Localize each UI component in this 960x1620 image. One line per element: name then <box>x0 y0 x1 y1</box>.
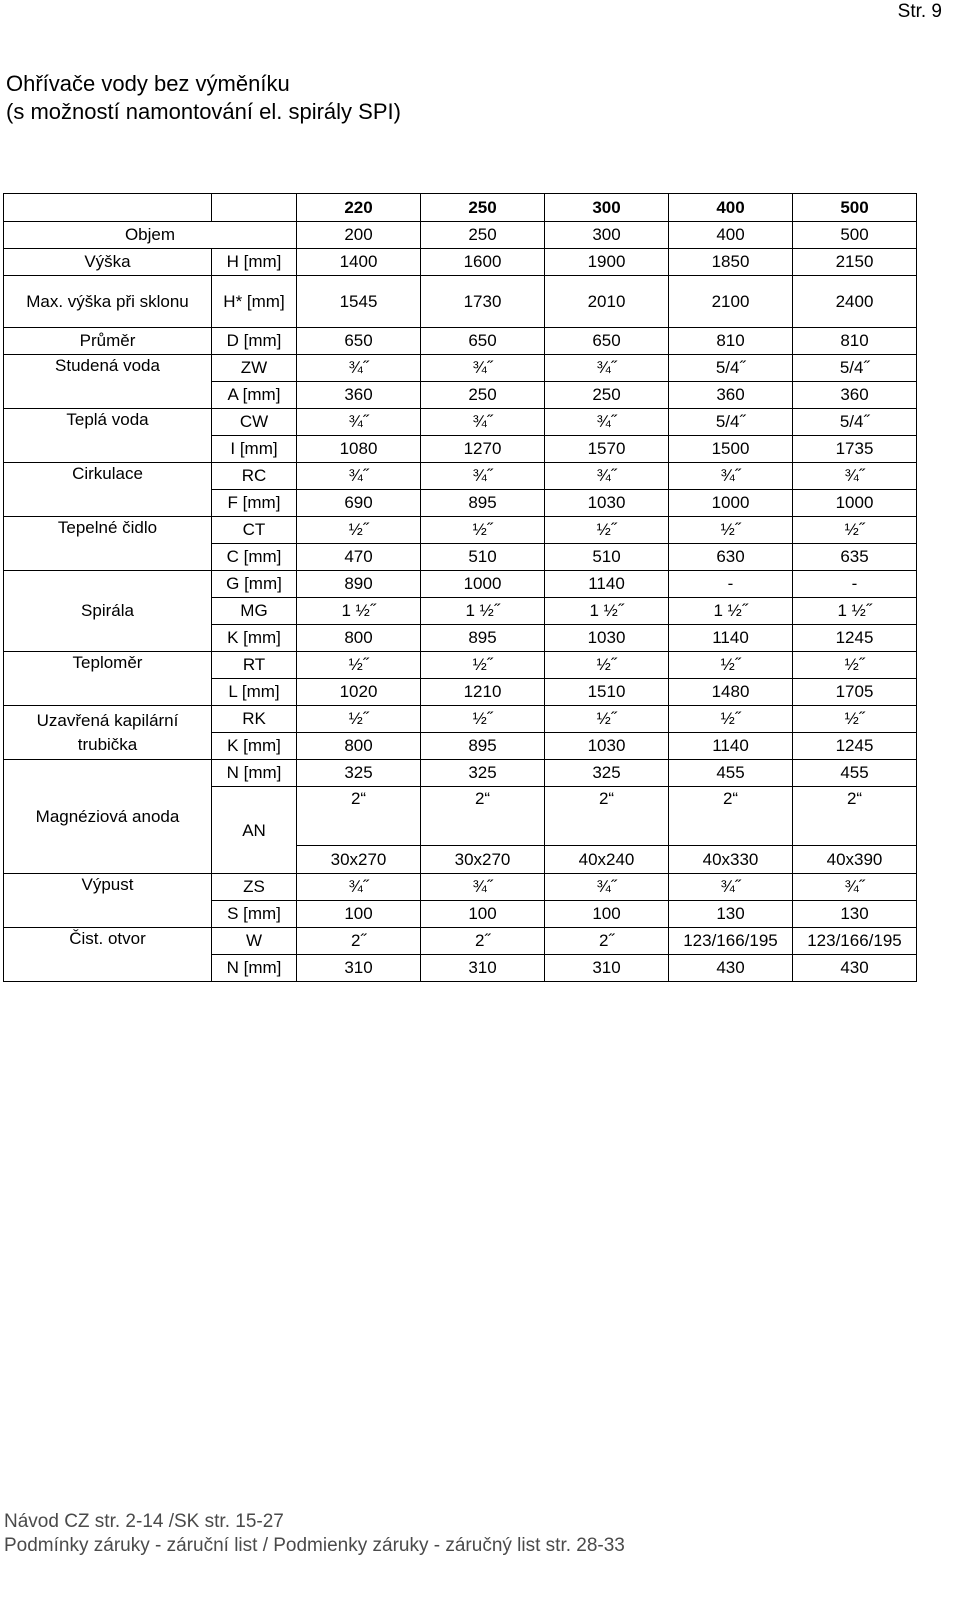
table-cell: 895 <box>421 625 545 652</box>
header-empty-cell <box>4 194 212 222</box>
table-cell: 325 <box>545 760 669 787</box>
table-cell: 1545 <box>297 276 421 328</box>
table-row-kapilara-rk <box>4 706 917 733</box>
table-cell: ¾˝ <box>421 463 545 490</box>
table-cell: 5/4˝ <box>793 355 917 382</box>
table-cell: 5/4˝ <box>669 409 793 436</box>
row-label: Teploměr <box>4 652 212 706</box>
table-cell: 1705 <box>793 679 917 706</box>
table-cell: 650 <box>545 328 669 355</box>
table-cell: ¾˝ <box>669 874 793 901</box>
unit-cell: AN <box>212 787 297 874</box>
row-label: Průměr <box>4 328 212 355</box>
table-cell: 325 <box>421 760 545 787</box>
table-cell: 100 <box>297 901 421 928</box>
table-cell: 30x270 <box>297 846 421 874</box>
table-cell: 1500 <box>669 436 793 463</box>
unit-cell: F [mm] <box>212 490 297 517</box>
header-cell: 220 <box>297 194 421 222</box>
header-empty-cell <box>212 194 297 222</box>
table-cell: ½˝ <box>669 517 793 544</box>
table-cell: 1600 <box>421 249 545 276</box>
table-cell: ½˝ <box>545 706 669 733</box>
table-row-objem <box>4 222 917 249</box>
table-cell: ¾˝ <box>545 409 669 436</box>
table-cell: 1 ½˝ <box>669 598 793 625</box>
table-cell: 510 <box>421 544 545 571</box>
table-cell: 1270 <box>421 436 545 463</box>
table-cell: 1245 <box>793 625 917 652</box>
table-cell: ¾˝ <box>545 874 669 901</box>
table-cell: 30x270 <box>421 846 545 874</box>
table-cell: 1 ½˝ <box>545 598 669 625</box>
table-row-prumer <box>4 328 917 355</box>
row-label: Objem <box>4 222 297 249</box>
table-cell: ¾˝ <box>793 463 917 490</box>
unit-cell: C [mm] <box>212 544 297 571</box>
table-cell: ¾˝ <box>545 355 669 382</box>
table-cell: 650 <box>297 328 421 355</box>
table-cell: ¾˝ <box>421 874 545 901</box>
table-cell: ½˝ <box>793 706 917 733</box>
table-row-cidlo-ct <box>4 517 917 544</box>
table-cell: ¾˝ <box>297 874 421 901</box>
table-cell: 1080 <box>297 436 421 463</box>
table-cell: 2100 <box>669 276 793 328</box>
unit-cell: G [mm] <box>212 571 297 598</box>
unit-cell: A [mm] <box>212 382 297 409</box>
table-cell: 2˝ <box>545 928 669 955</box>
table-cell: 510 <box>545 544 669 571</box>
unit-cell: RT <box>212 652 297 679</box>
table-cell: 360 <box>669 382 793 409</box>
unit-cell: N [mm] <box>212 955 297 982</box>
table-cell: ¾˝ <box>793 874 917 901</box>
title-line-1: Ohřívače vody bez výměníku <box>6 71 290 96</box>
table-cell: ½˝ <box>545 652 669 679</box>
table-cell: 2“ <box>793 787 917 846</box>
table-cell: 100 <box>545 901 669 928</box>
unit-cell: H [mm] <box>212 249 297 276</box>
table-cell: 1570 <box>545 436 669 463</box>
table-cell: 455 <box>793 760 917 787</box>
unit-cell: I [mm] <box>212 436 297 463</box>
table-cell: 40x390 <box>793 846 917 874</box>
title-line-2: (s možností namontování el. spirály SPI) <box>6 99 401 124</box>
table-cell: ¾˝ <box>669 463 793 490</box>
table-cell: ½˝ <box>669 652 793 679</box>
table-cell: ¾˝ <box>421 355 545 382</box>
table-cell: 130 <box>669 901 793 928</box>
table-cell: 1000 <box>669 490 793 517</box>
table-cell: 400 <box>669 222 793 249</box>
table-cell: 325 <box>297 760 421 787</box>
unit-cell: MG <box>212 598 297 625</box>
table-cell: ¾˝ <box>297 463 421 490</box>
row-label: Magnéziová anoda <box>4 760 212 874</box>
table-cell: 1850 <box>669 249 793 276</box>
table-cell: 100 <box>421 901 545 928</box>
table-row-max-vyska <box>4 276 917 328</box>
table-cell: 130 <box>793 901 917 928</box>
table-cell: 895 <box>421 733 545 760</box>
table-cell: ½˝ <box>297 517 421 544</box>
table-cell: 123/166/195 <box>669 928 793 955</box>
table-cell: 360 <box>297 382 421 409</box>
row-label: Teplá voda <box>4 409 212 463</box>
row-label: Studená voda <box>4 355 212 409</box>
row-label: Spirála <box>4 571 212 652</box>
row-label: Výška <box>4 249 212 276</box>
table-cell: 1000 <box>421 571 545 598</box>
table-cell: 1900 <box>545 249 669 276</box>
table-cell: 2“ <box>421 787 545 846</box>
table-cell: - <box>669 571 793 598</box>
table-cell: ½˝ <box>297 706 421 733</box>
table-cell: 310 <box>545 955 669 982</box>
table-cell: 300 <box>545 222 669 249</box>
table-cell: 5/4˝ <box>793 409 917 436</box>
table-cell: 1730 <box>421 276 545 328</box>
table-cell: 2010 <box>545 276 669 328</box>
table-cell: 360 <box>793 382 917 409</box>
table-cell: 470 <box>297 544 421 571</box>
row-label: Výpust <box>4 874 212 928</box>
row-label: Tepelné čidlo <box>4 517 212 571</box>
table-cell: 890 <box>297 571 421 598</box>
table-cell: ¾˝ <box>421 409 545 436</box>
table-cell: 2“ <box>669 787 793 846</box>
row-label: Uzavřená kapilární trubička <box>4 706 212 760</box>
spec-table <box>3 193 917 982</box>
table-cell: 40x240 <box>545 846 669 874</box>
table-cell: 250 <box>421 382 545 409</box>
unit-cell: CW <box>212 409 297 436</box>
table-cell: 1735 <box>793 436 917 463</box>
unit-cell: N [mm] <box>212 760 297 787</box>
page-footer <box>4 1510 625 1558</box>
table-cell: 430 <box>793 955 917 982</box>
table-cell: 810 <box>669 328 793 355</box>
unit-cell: RK <box>212 706 297 733</box>
unit-cell: W <box>212 928 297 955</box>
table-cell: 690 <box>297 490 421 517</box>
table-cell: 810 <box>793 328 917 355</box>
table-row-teplomer-rt <box>4 652 917 679</box>
unit-cell: RC <box>212 463 297 490</box>
table-cell: 40x330 <box>669 846 793 874</box>
unit-cell: D [mm] <box>212 328 297 355</box>
table-cell: 1140 <box>545 571 669 598</box>
unit-cell: H* [mm] <box>212 276 297 328</box>
table-cell: 200 <box>297 222 421 249</box>
page-title <box>6 70 401 126</box>
table-cell: 2150 <box>793 249 917 276</box>
table-cell: 2˝ <box>297 928 421 955</box>
table-cell: 1 ½˝ <box>421 598 545 625</box>
table-cell: 310 <box>421 955 545 982</box>
table-cell: - <box>793 571 917 598</box>
table-cell: ¾˝ <box>297 355 421 382</box>
table-cell: 1030 <box>545 625 669 652</box>
table-cell: 250 <box>545 382 669 409</box>
table-cell: 1000 <box>793 490 917 517</box>
table-cell: ½˝ <box>421 652 545 679</box>
header-row <box>4 194 917 222</box>
table-cell: ¾˝ <box>545 463 669 490</box>
row-label: Cirkulace <box>4 463 212 517</box>
table-cell: 1030 <box>545 733 669 760</box>
table-cell: 123/166/195 <box>793 928 917 955</box>
header-cell: 250 <box>421 194 545 222</box>
table-cell: 455 <box>669 760 793 787</box>
table-cell: 310 <box>297 955 421 982</box>
table-cell: ½˝ <box>297 652 421 679</box>
unit-cell: ZW <box>212 355 297 382</box>
table-cell: 2˝ <box>421 928 545 955</box>
unit-cell: ZS <box>212 874 297 901</box>
header-cell: 400 <box>669 194 793 222</box>
page-number: Str. 9 <box>897 1 942 22</box>
table-cell: 1400 <box>297 249 421 276</box>
table-cell: 1140 <box>669 733 793 760</box>
table-row-vyska <box>4 249 917 276</box>
table-cell: 2400 <box>793 276 917 328</box>
table-cell: 1 ½˝ <box>297 598 421 625</box>
unit-cell: L [mm] <box>212 679 297 706</box>
table-cell: 1480 <box>669 679 793 706</box>
table-cell: ½˝ <box>421 517 545 544</box>
unit-cell: S [mm] <box>212 901 297 928</box>
table-cell: 635 <box>793 544 917 571</box>
table-row-anoda-n <box>4 760 917 787</box>
table-cell: 1020 <box>297 679 421 706</box>
table-cell: 1030 <box>545 490 669 517</box>
unit-cell: CT <box>212 517 297 544</box>
table-cell: 430 <box>669 955 793 982</box>
table-row-cirkulace-rc <box>4 463 917 490</box>
row-label: Čist. otvor <box>4 928 212 982</box>
table-cell: 1 ½˝ <box>793 598 917 625</box>
table-cell: 630 <box>669 544 793 571</box>
header-cell: 500 <box>793 194 917 222</box>
table-cell: 2“ <box>297 787 421 846</box>
table-cell: 500 <box>793 222 917 249</box>
footer-line-1: Návod CZ str. 2-14 /SK str. 15-27 <box>4 1511 284 1532</box>
table-cell: 1210 <box>421 679 545 706</box>
table-row-studena-zw <box>4 355 917 382</box>
table-cell: ½˝ <box>545 517 669 544</box>
table-cell: ½˝ <box>793 517 917 544</box>
unit-cell: K [mm] <box>212 733 297 760</box>
table-cell: 2“ <box>545 787 669 846</box>
table-cell: ½˝ <box>421 706 545 733</box>
footer-line-2: Podmínky záruky - záruční list / Podmienky záruky - záručný list str. 28-33 <box>4 1535 625 1556</box>
table-row-otvor-w <box>4 928 917 955</box>
table-row-tepla-cw <box>4 409 917 436</box>
table-cell: 1245 <box>793 733 917 760</box>
row-label: Max. výška při sklonu <box>4 276 212 328</box>
table-cell: ½˝ <box>669 706 793 733</box>
table-cell: 1140 <box>669 625 793 652</box>
unit-cell: K [mm] <box>212 625 297 652</box>
table-row-vypust-zs <box>4 874 917 901</box>
table-cell: 5/4˝ <box>669 355 793 382</box>
table-row-spirala-g <box>4 571 917 598</box>
table-cell: ½˝ <box>793 652 917 679</box>
table-cell: 250 <box>421 222 545 249</box>
header-cell: 300 <box>545 194 669 222</box>
table-cell: 800 <box>297 625 421 652</box>
table-cell: 800 <box>297 733 421 760</box>
table-cell: 1510 <box>545 679 669 706</box>
table-cell: 895 <box>421 490 545 517</box>
table-cell: ¾˝ <box>297 409 421 436</box>
table-cell: 650 <box>421 328 545 355</box>
